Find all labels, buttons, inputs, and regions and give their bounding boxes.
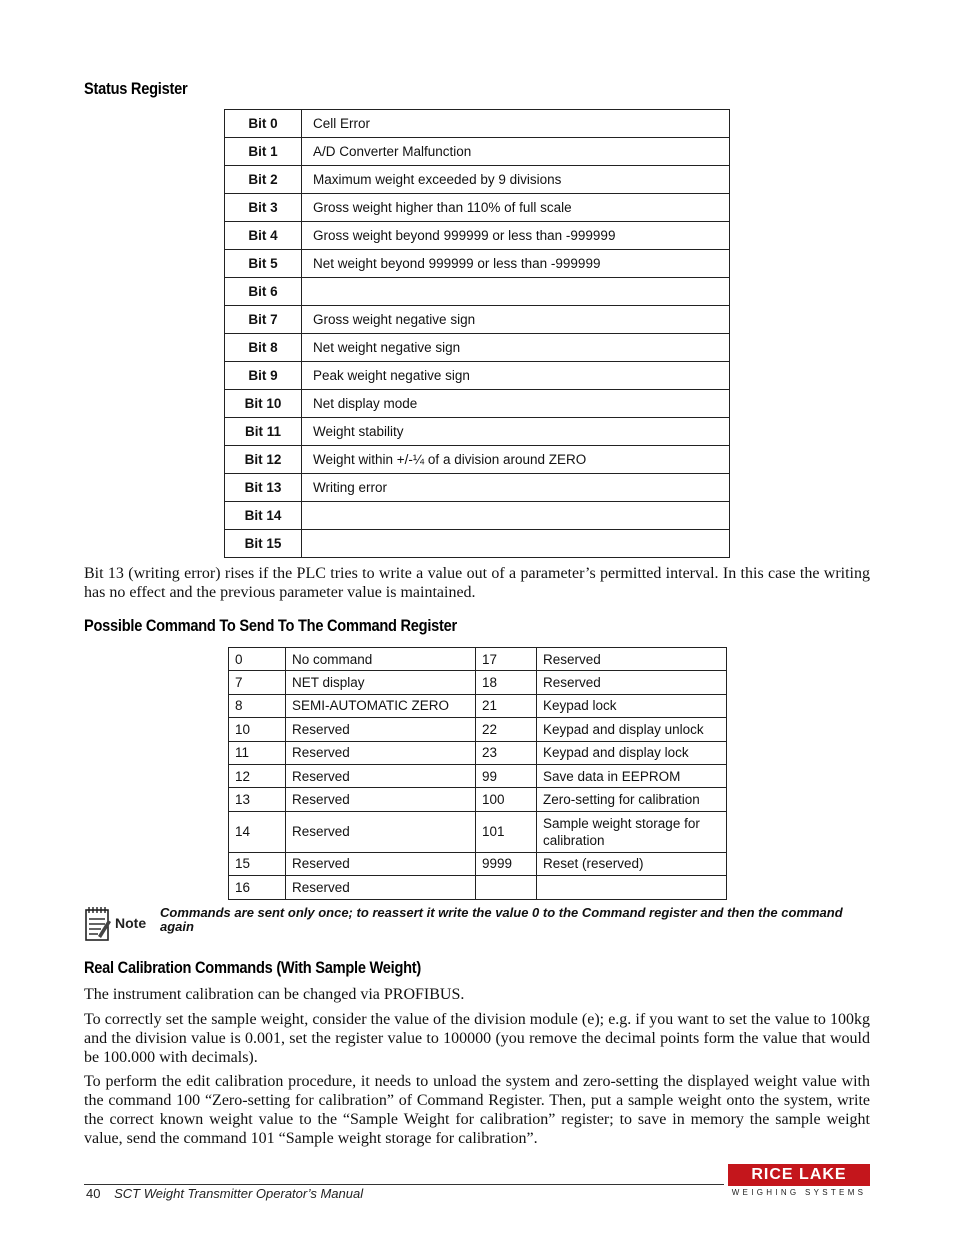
bit-description: Writing error — [302, 474, 730, 502]
page-number: 40 — [86, 1186, 101, 1201]
note-text: Commands are sent only once; to reassert it write the value 0 to the Command register and then the command again — [160, 905, 843, 934]
bit-description: Net display mode — [302, 390, 730, 418]
bit-label: Bit 13 — [225, 474, 302, 502]
command-description: NET display — [286, 671, 476, 694]
calibration-paragraph-3: To perform the edit calibration procedure, it needs to unload the system and zero-setting the displayed weight value with the command 100 “Zero-setting for calibration” of Command Register. Then, put a sample weight onto the system, write the correct known weight value to the “Sample Weight for calibration” register; to save in memory the sample weight value, send the command 101 “Sample weight storage for calibration”. — [84, 1073, 870, 1147]
command-code: 8 — [229, 694, 286, 717]
command-code: 15 — [229, 852, 286, 875]
status-register-table — [224, 109, 730, 558]
bit-description — [302, 530, 730, 558]
status-register-heading: Status Register — [84, 79, 188, 98]
bit-label: Bit 10 — [225, 390, 302, 418]
command-description: Keypad and display lock — [537, 741, 727, 764]
rice-lake-logo — [728, 1164, 870, 1200]
bit-label: Bit 1 — [225, 138, 302, 166]
command-code: 18 — [476, 671, 537, 694]
table-row — [225, 530, 730, 558]
table-row — [225, 194, 730, 222]
table-row — [225, 166, 730, 194]
table-row — [229, 694, 727, 717]
logo-main: RICE LAKE — [728, 1164, 870, 1186]
table-row — [225, 362, 730, 390]
table-row — [225, 446, 730, 474]
note-label: Note — [115, 915, 147, 931]
bit-description: Gross weight higher than 110% of full scale — [302, 194, 730, 222]
command-code — [476, 876, 537, 899]
command-register-table — [228, 647, 727, 900]
bit-label: Bit 9 — [225, 362, 302, 390]
bit-description: Net weight negative sign — [302, 334, 730, 362]
footer-text — [86, 1186, 363, 1201]
bit-label: Bit 14 — [225, 502, 302, 530]
table-row — [229, 788, 727, 811]
table-row — [229, 671, 727, 694]
table-row — [229, 741, 727, 764]
bit-label: Bit 12 — [225, 446, 302, 474]
table-row — [229, 876, 727, 899]
table-row — [225, 334, 730, 362]
command-code: 10 — [229, 718, 286, 741]
bit-label: Bit 0 — [225, 110, 302, 138]
command-code: 9999 — [476, 852, 537, 875]
command-code: 13 — [229, 788, 286, 811]
calibration-paragraph-1: The instrument calibration can be changed via PROFIBUS. — [84, 986, 465, 1003]
command-code: 21 — [476, 694, 537, 717]
table-row — [225, 474, 730, 502]
bit-label: Bit 6 — [225, 278, 302, 306]
bit-description: A/D Converter Malfunction — [302, 138, 730, 166]
table-row — [225, 278, 730, 306]
bit-label: Bit 11 — [225, 418, 302, 446]
table-row — [229, 648, 727, 671]
command-code: 101 — [476, 811, 537, 852]
bit-label: Bit 8 — [225, 334, 302, 362]
table-row — [225, 138, 730, 166]
command-description: Reserved — [286, 876, 476, 899]
command-description: SEMI-AUTOMATIC ZERO — [286, 694, 476, 717]
manual-title: SCT Weight Transmitter Operator’s Manual — [114, 1186, 364, 1201]
bit-description: Weight stability — [302, 418, 730, 446]
note-icon — [84, 906, 152, 942]
logo-sub: WEIGHING SYSTEMS — [731, 1188, 867, 1197]
command-code: 22 — [476, 718, 537, 741]
command-code: 7 — [229, 671, 286, 694]
bit-label: Bit 2 — [225, 166, 302, 194]
bit-description: Cell Error — [302, 110, 730, 138]
command-description: Reserved — [537, 671, 727, 694]
table-row — [229, 764, 727, 787]
command-description: Reserved — [286, 764, 476, 787]
command-code: 11 — [229, 741, 286, 764]
bit-description: Gross weight beyond 999999 or less than -999999 — [302, 222, 730, 250]
command-description — [537, 876, 727, 899]
command-description: Reserved — [286, 788, 476, 811]
bit-description: Net weight beyond 999999 or less than -999999 — [302, 250, 730, 278]
command-description: Reset (reserved) — [537, 852, 727, 875]
command-description: Reserved — [286, 852, 476, 875]
table-row — [225, 390, 730, 418]
footer-rule — [84, 1184, 724, 1185]
command-register-heading: Possible Command To Send To The Command Register — [84, 616, 457, 635]
table-row — [225, 110, 730, 138]
command-code: 14 — [229, 811, 286, 852]
bit-label: Bit 4 — [225, 222, 302, 250]
command-code: 16 — [229, 876, 286, 899]
table-row — [225, 306, 730, 334]
command-description: Reserved — [286, 741, 476, 764]
command-description: No command — [286, 648, 476, 671]
table-row — [225, 222, 730, 250]
writing-error-paragraph: Bit 13 (writing error) rises if the PLC tries to write a value out of a parameter’s permitted interval. In this case the writing has no effect and the previous parameter value is maintained. — [84, 565, 870, 601]
table-row — [229, 718, 727, 741]
table-row — [225, 502, 730, 530]
command-description: Keypad lock — [537, 694, 727, 717]
bit-label: Bit 15 — [225, 530, 302, 558]
command-description: Reserved — [537, 648, 727, 671]
command-code: 100 — [476, 788, 537, 811]
bit-description: Peak weight negative sign — [302, 362, 730, 390]
bit-description: Gross weight negative sign — [302, 306, 730, 334]
command-description: Zero-setting for calibration — [537, 788, 727, 811]
bit-description — [302, 278, 730, 306]
table-row — [229, 852, 727, 875]
command-description: Reserved — [286, 811, 476, 852]
bit-label: Bit 5 — [225, 250, 302, 278]
bit-label: Bit 3 — [225, 194, 302, 222]
table-row — [225, 250, 730, 278]
bit-description: Maximum weight exceeded by 9 divisions — [302, 166, 730, 194]
table-row — [229, 811, 727, 852]
command-code: 0 — [229, 648, 286, 671]
calibration-heading: Real Calibration Commands (With Sample Weight) — [84, 958, 422, 977]
command-description: Save data in EEPROM — [537, 764, 727, 787]
command-code: 17 — [476, 648, 537, 671]
command-code: 12 — [229, 764, 286, 787]
command-code: 23 — [476, 741, 537, 764]
command-description: Sample weight storage for calibration — [537, 811, 727, 852]
table-row — [225, 418, 730, 446]
command-description: Keypad and display unlock — [537, 718, 727, 741]
bit-description: Weight within +/-¼ of a division around ZERO — [302, 446, 730, 474]
bit-label: Bit 7 — [225, 306, 302, 334]
calibration-paragraph-2: To correctly set the sample weight, consider the value of the division module (e); e.g. if you want to set the value to 100kg and the division value is 0.001, set the register value to 100000 (you remove the decimal points form the value that would be 100.000 with decimals). — [84, 1011, 870, 1066]
command-description: Reserved — [286, 718, 476, 741]
command-code: 99 — [476, 764, 537, 787]
bit-description — [302, 502, 730, 530]
